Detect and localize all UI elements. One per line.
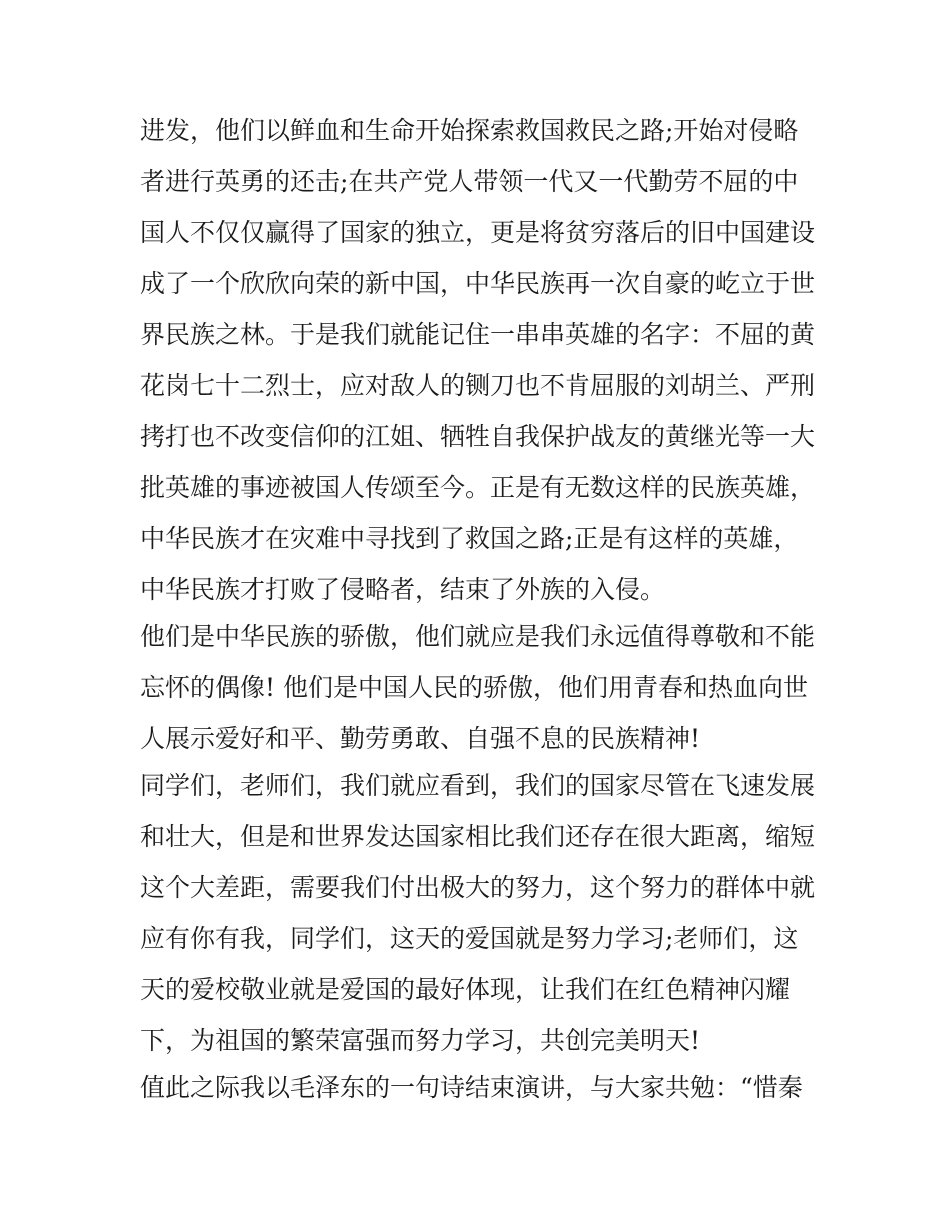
- text-line: 下，为祖国的繁荣富强而努力学习，共创完美明天!: [140, 1026, 701, 1055]
- text-line: 忘怀的偶像! 他们是中国人民的骄傲，他们用青春和热血向世: [140, 673, 808, 702]
- text-line: 界民族之林。于是我们就能记住一串串英雄的名字：不屈的黄: [140, 320, 816, 349]
- text-line: 他们是中华民族的骄傲，他们就应是我们永远值得尊敬和不能: [140, 622, 816, 651]
- text-line: 者进行英勇的还击;在共产党人带领一代又一代勤劳不屈的中: [140, 167, 799, 196]
- text-line: 和壮大，但是和世界发达国家相比我们还存在很大距离，缩短: [140, 822, 816, 851]
- text-line: 应有你有我，同学们，这天的爱国就是努力学习;老师们，这: [140, 924, 799, 953]
- text-line: 天的爱校敬业就是爱国的最好体现，让我们在红色精神闪耀: [140, 975, 791, 1004]
- text-line: 进发，他们以鲜血和生命开始探索救国救民之路;开始对侵略: [140, 116, 799, 145]
- text-line: 批英雄的事迹被国人传颂至今。正是有无数这样的民族英雄，: [140, 473, 816, 502]
- text-line: 这个大差距，需要我们付出极大的努力，这个努力的群体中就: [140, 873, 816, 902]
- text-line: 拷打也不改变信仰的江姐、牺牲自我保护战友的黄继光等一大: [140, 422, 816, 451]
- text-line: 花岗七十二烈士，应对敌人的铡刀也不肯屈服的刘胡兰、严刑: [140, 371, 816, 400]
- text-line: 成了一个欣欣向荣的新中国，中华民族再一次自豪的屹立于世: [140, 269, 816, 298]
- text-line: 人展示爱好和平、勤劳勇敢、自强不息的民族精神!: [140, 724, 701, 753]
- text-line: 中华民族才在灾难中寻找到了救国之路;正是有这样的英雄，: [140, 524, 799, 553]
- text-line: 值此之际我以毛泽东的一句诗结束演讲，与大家共勉：“惜秦: [140, 1073, 803, 1102]
- text-line: 中华民族才打败了侵略者，结束了外族的入侵。: [140, 575, 666, 604]
- text-line: 国人不仅仅赢得了国家的独立，更是将贫穷落后的旧中国建设: [140, 218, 816, 247]
- speech-text: [140, 108, 820, 1110]
- text-line: 同学们，老师们，我们就应看到，我们的国家尽管在飞速发展: [140, 771, 816, 800]
